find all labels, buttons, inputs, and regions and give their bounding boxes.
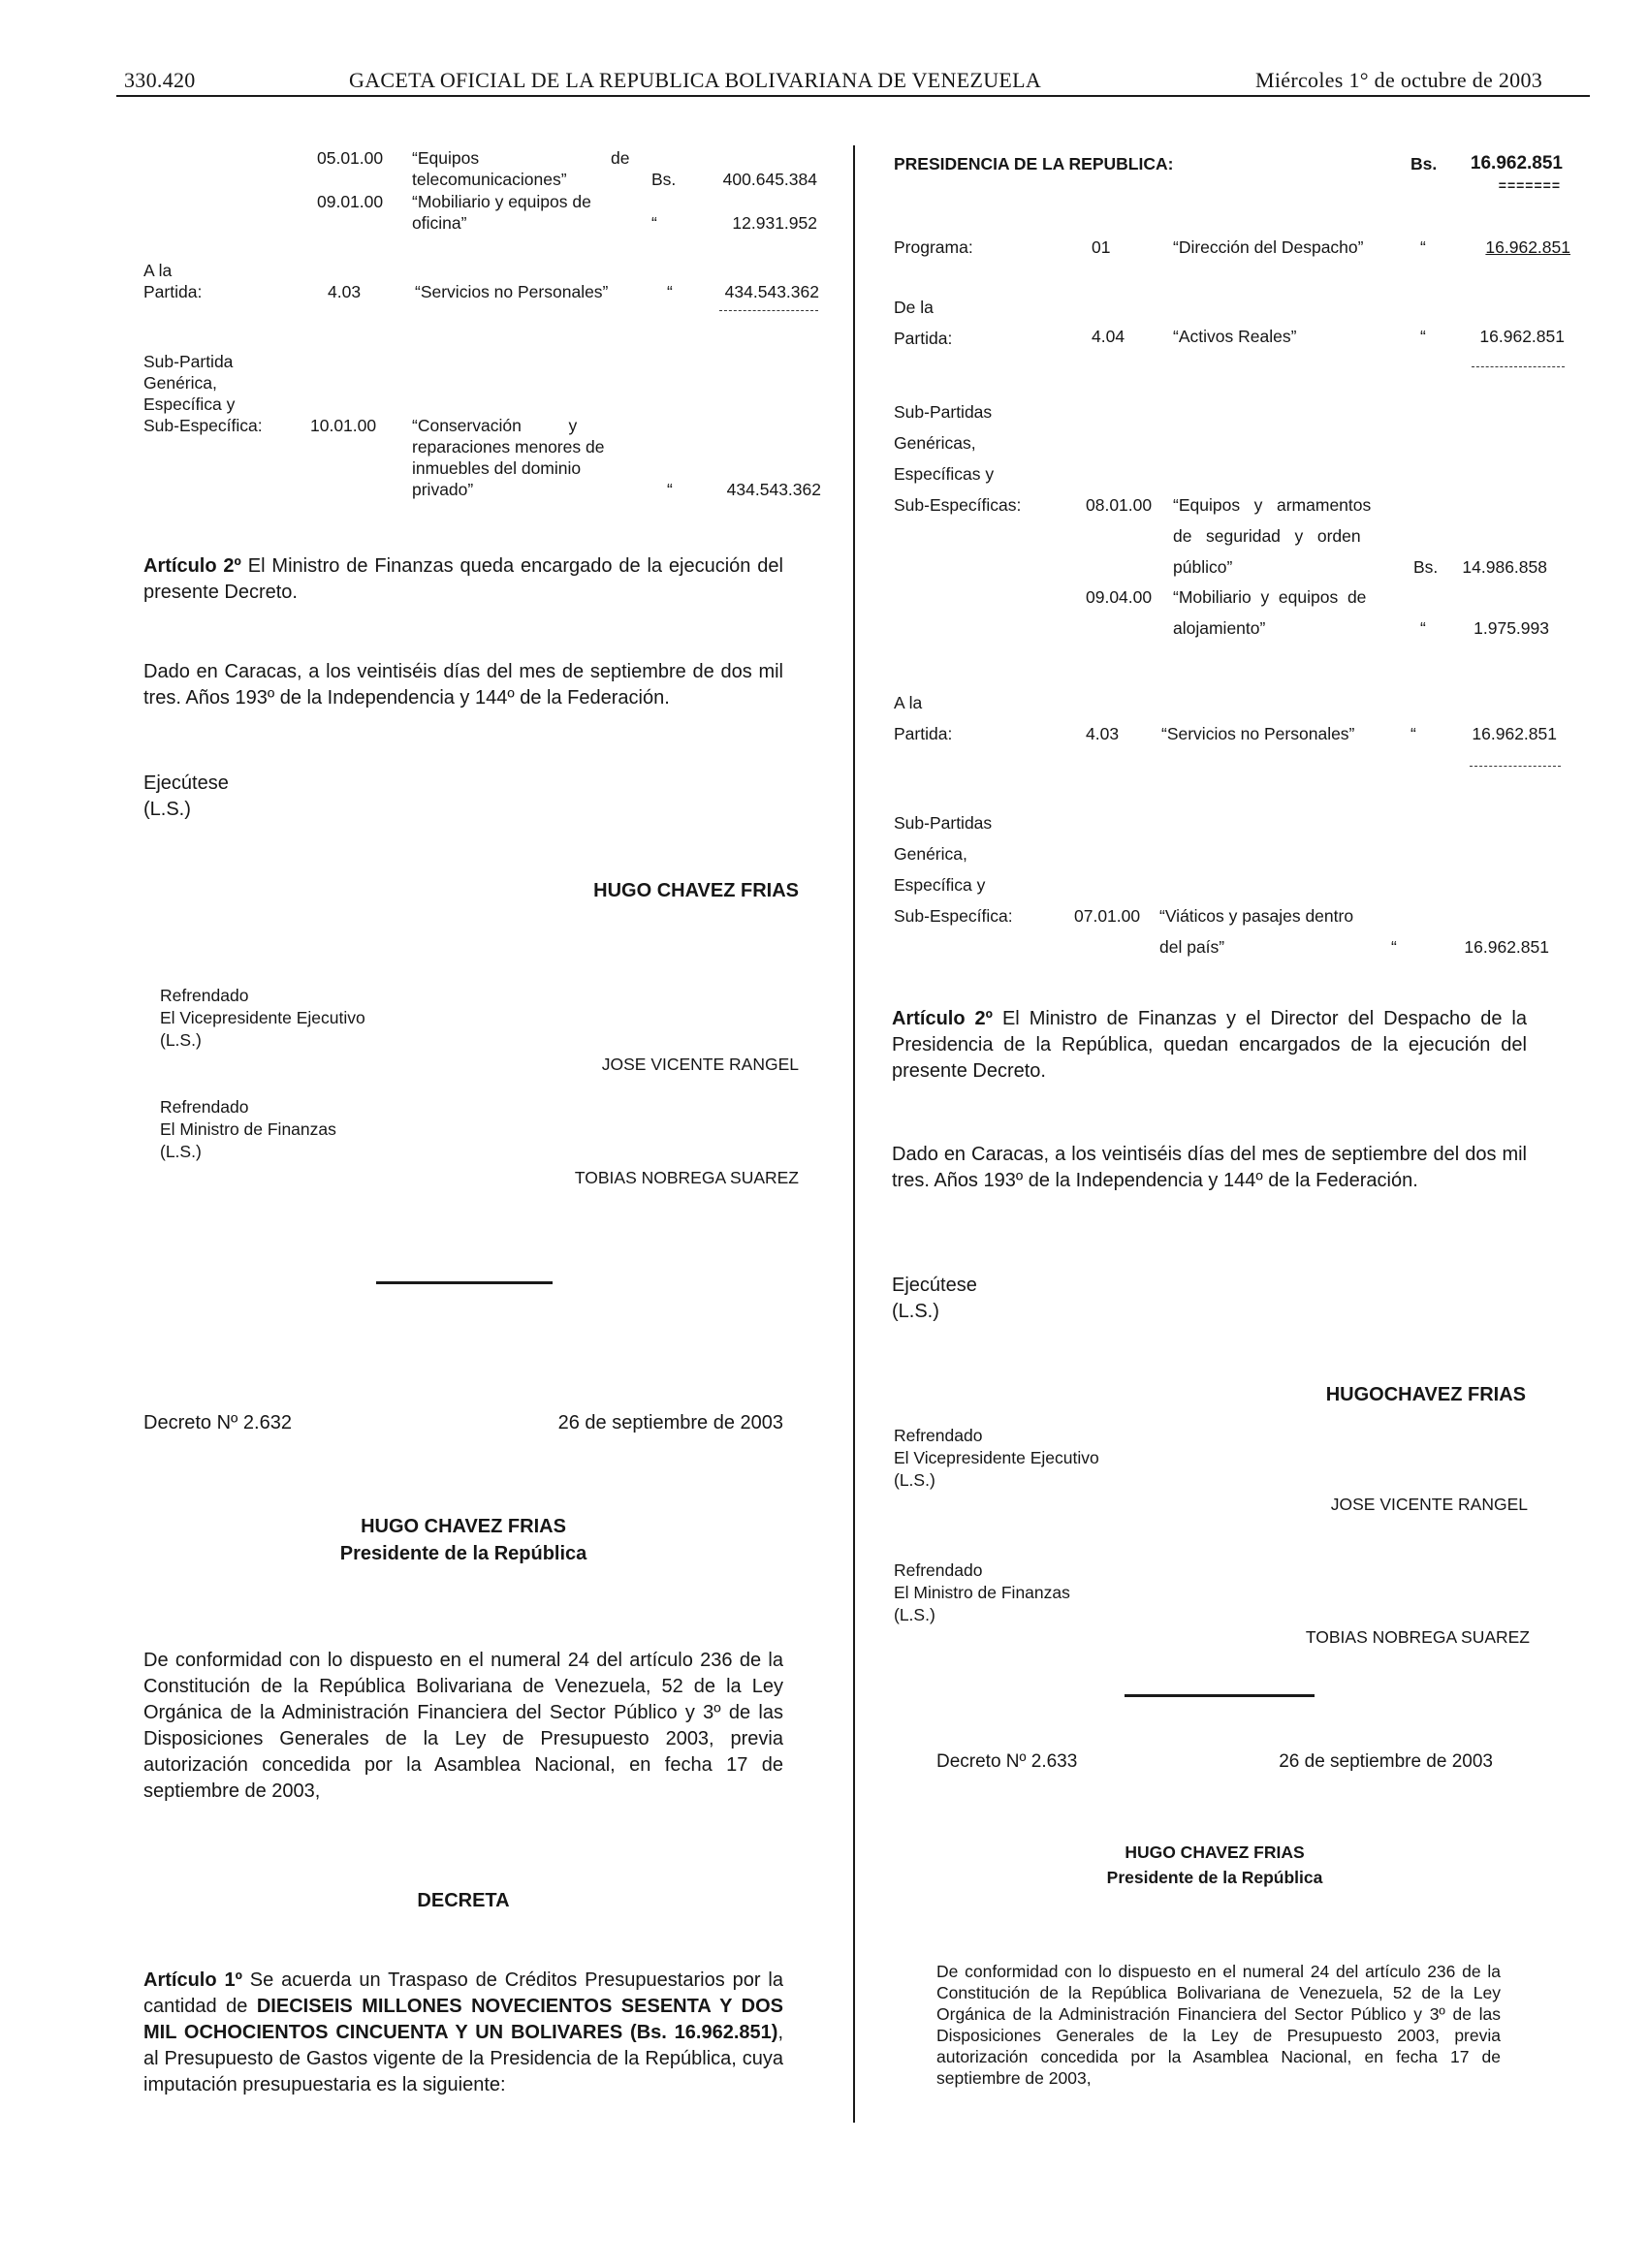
sub-partida-desc: “Equipos y armamentos: [1173, 495, 1372, 515]
item-desc: oficina”: [412, 213, 467, 233]
from-partida-desc: “Activos Reales”: [1173, 327, 1297, 346]
issue-date: Miércoles 1° de octubre de 2003: [1255, 68, 1543, 92]
decree-date: 26 de septiembre de 2003: [1279, 1751, 1493, 1772]
to-partida-currency: “: [1410, 724, 1416, 743]
ejecutese: Ejecútese: [143, 772, 229, 794]
sub-partida-desc: “Conservación y: [412, 416, 578, 435]
programa-desc: “Dirección del Despacho”: [1173, 237, 1364, 257]
item-desc: “Equipos: [412, 148, 480, 168]
article-amount-words: DIECISEIS MILLONES NOVECIENTOS SESENTA Y DOS MIL OCHOCIENTOS CINCUENTA Y UN BOLIVARES (Bs. 16.962.851): [143, 1996, 783, 2043]
article-text: Se acuerda un Traspaso de Créditos Presupuestarios por la cantidad de: [143, 1969, 783, 2017]
president-signature: HUGO CHAVEZ FRIAS: [593, 880, 799, 901]
gazette-title: GACETA OFICIAL DE LA REPUBLICA BOLIVARIANA DE VENEZUELA: [349, 68, 1042, 92]
to-partida-code: 4.03: [1086, 724, 1120, 743]
refrendado-name: JOSE VICENTE RANGEL: [601, 1055, 799, 1074]
to-partida-label: A la: [143, 261, 173, 280]
from-partida-currency: “: [1420, 327, 1426, 346]
article-heading: Artículo 1º: [143, 1969, 242, 1991]
decreta-heading: DECRETA: [417, 1890, 510, 1911]
sub-partida-label: Sub-Específica:: [143, 416, 263, 435]
seal-ls: (L.S.): [143, 799, 191, 820]
refrendado-role: El Vicepresidente Ejecutivo: [160, 1008, 365, 1027]
sub-partida-code: 08.01.00: [1086, 495, 1153, 515]
partida-code: 4.03: [328, 282, 362, 301]
president-signature: HUGOCHAVEZ FRIAS: [1325, 1384, 1526, 1405]
to-partida-label: Partida:: [143, 282, 203, 301]
from-partida-label: De la: [894, 298, 934, 317]
item-currency: “: [651, 213, 657, 233]
sub-partida-currency: Bs.: [1413, 557, 1439, 577]
refrendado-role: El Ministro de Finanzas: [160, 1119, 336, 1139]
separator-line: [376, 1281, 553, 1284]
item-desc: “Mobiliario y equipos de: [412, 192, 591, 211]
seal-ls: (L.S.): [892, 1301, 939, 1322]
sub-partida-amount: 16.962.851: [1464, 937, 1549, 957]
sub-partida-desc: del país”: [1159, 937, 1225, 957]
decree-date: 26 de septiembre de 2003: [557, 1412, 783, 1433]
programa-code: 01: [1092, 237, 1111, 257]
refrendado-label: Refrendado: [894, 1560, 983, 1580]
subtotal-dashes: [1470, 766, 1561, 767]
sub-partidas-label: Sub-Específica:: [894, 906, 1013, 926]
header-rule: [116, 95, 1590, 97]
sub-partida-desc: de seguridad y orden: [1173, 526, 1361, 546]
subtotal-dashes: [1472, 366, 1565, 367]
organization-heading: PRESIDENCIA DE LA REPUBLICA:: [894, 154, 1174, 173]
article-text: , al Presupuesto de Gastos vigente de la Presidencia de la República, cuya imputación presupuestaria es la siguiente:: [143, 2022, 783, 2095]
sub-partida-currency: “: [667, 480, 673, 499]
column-divider: [853, 145, 855, 2123]
decree-heading-name: HUGO CHAVEZ FRIAS: [1125, 1843, 1305, 1862]
item-amount: 12.931.952: [732, 213, 817, 233]
partida-desc: “Servicios no Personales”: [415, 282, 609, 301]
organization-amount: 16.962.851: [1470, 153, 1563, 173]
item-code: 09.01.00: [317, 192, 384, 211]
sub-partida-desc: inmuebles del dominio: [412, 458, 582, 478]
sub-partidas-label: Específica y: [894, 875, 986, 895]
refrendado-name: JOSE VICENTE RANGEL: [1330, 1495, 1528, 1514]
sub-partida-desc: “Viáticos y pasajes dentro: [1159, 906, 1354, 926]
decree-heading-title: Presidente de la República: [339, 1543, 587, 1564]
item-amount: 400.645.384: [722, 170, 817, 189]
sub-partida-label: Genérica,: [143, 373, 217, 393]
sub-partida-currency: “: [1420, 618, 1426, 638]
decree-number: Decreto Nº 2.632: [143, 1412, 292, 1433]
preamble: De conformidad con lo dispuesto en el numeral 24 del artículo 236 de la Constitución de la República Bolivariana de Venezuela, 52 de la Ley Orgánica de la Administración Financiera del Sector Público y 3º de las Disposiciones Generales de la Ley de Presupuesto 2003, previa autorización concedida por la Asamblea Nacional, en fecha 17 de septiembre de 2003,: [936, 1962, 1501, 2088]
sub-partida-desc: público”: [1173, 557, 1233, 577]
sub-partidas-label: Específicas y: [894, 464, 995, 484]
refrendado-seal: (L.S.): [894, 1605, 935, 1624]
programa-amount: 16.962.851: [1485, 237, 1570, 257]
to-partida-label: Partida:: [894, 724, 953, 743]
decree-heading-name: HUGO CHAVEZ FRIAS: [361, 1516, 566, 1537]
from-partida-amount: 16.962.851: [1479, 327, 1565, 346]
programa-currency: “: [1420, 237, 1426, 257]
article-2: [892, 1006, 1527, 1085]
sub-partidas-label: Sub-Partidas: [894, 402, 993, 422]
separator-line: [1125, 1694, 1315, 1697]
sub-partida-desc: privado”: [412, 480, 474, 499]
partida-amount: 434.543.362: [724, 282, 819, 301]
preamble: De conformidad con lo dispuesto en el numeral 24 del artículo 236 de la Constitución de la República Bolivariana de Venezuela, 52 de la Ley Orgánica de la Administración Financiera del Sector Público y 3º de las Disposiciones Generales de la Ley de Presupuesto 2003, previa autorización concedida por la Asamblea Nacional, en fecha 17 de septiembre de 2003,: [143, 1650, 783, 1802]
sub-partida-label: Sub-Partida: [143, 352, 234, 371]
refrendado-seal: (L.S.): [160, 1142, 202, 1161]
from-partida-label: Partida:: [894, 329, 953, 348]
article-1: [143, 1968, 783, 2098]
item-code: 05.01.00: [317, 148, 384, 168]
decree-number: Decreto Nº 2.633: [936, 1751, 1078, 1772]
decree-heading-title: Presidente de la República: [1106, 1868, 1323, 1887]
dado-paragraph: Dado en Caracas, a los veintiséis días del mes de septiembre del dos mil tres. Años 193º de la Independencia y 144º de la Federación.: [892, 1144, 1527, 1191]
to-partida-desc: “Servicios no Personales”: [1161, 724, 1355, 743]
sub-partida-label: Específica y: [143, 394, 236, 414]
refrendado-label: Refrendado: [894, 1426, 983, 1445]
article-heading: Artículo 2º: [892, 1008, 993, 1029]
sub-partida-currency: “: [1391, 937, 1397, 957]
article-text: El Ministro de Finanzas queda encargado de la ejecución del presente Decreto.: [143, 555, 783, 603]
sub-partida-amount: 434.543.362: [726, 480, 821, 499]
total-marks: =======: [1498, 177, 1561, 193]
item-desc: telecomunicaciones”: [412, 170, 567, 189]
sub-partida-code: 07.01.00: [1074, 906, 1141, 926]
to-partida-amount: 16.962.851: [1472, 724, 1557, 743]
sub-partidas-label: Sub-Específicas:: [894, 495, 1022, 515]
ejecutese: Ejecútese: [892, 1275, 977, 1296]
refrendado-seal: (L.S.): [894, 1470, 935, 1490]
subtotal-dashes: [719, 310, 818, 311]
refrendado-name: TOBIAS NOBREGA SUAREZ: [574, 1168, 799, 1187]
sub-partida-amount: 14.986.858: [1462, 557, 1547, 577]
page-number: 330.420: [124, 68, 196, 92]
sub-partida-code: 09.04.00: [1086, 587, 1153, 607]
refrendado-label: Refrendado: [160, 986, 249, 1005]
sub-partida-desc: reparaciones menores de: [412, 437, 605, 457]
refrendado-role: El Vicepresidente Ejecutivo: [894, 1448, 1099, 1467]
organization-currency: Bs.: [1410, 154, 1438, 173]
article-text: El Ministro de Finanzas y el Director del Despacho de la Presidencia de la República, quedan encargados de la ejecución del presente Decreto.: [892, 1008, 1528, 1082]
article-heading: Artículo 2º: [143, 555, 241, 577]
refrendado-label: Refrendado: [160, 1097, 249, 1117]
from-partida-code: 4.04: [1092, 327, 1125, 346]
sub-partida-desc: “Mobiliario y equipos de: [1173, 587, 1367, 607]
partida-currency: “: [667, 282, 673, 301]
sub-partidas-label: Genéricas,: [894, 433, 976, 453]
item-currency: Bs.: [651, 170, 677, 189]
sub-partida-desc: alojamiento”: [1173, 618, 1266, 638]
sub-partidas-label: Sub-Partidas: [894, 813, 993, 833]
refrendado-role: El Ministro de Finanzas: [894, 1583, 1070, 1602]
dado-paragraph: Dado en Caracas, a los veintiséis días del mes de septiembre de dos mil tres. Años 193º de la Independencia y 144º de la Federación.: [143, 661, 783, 709]
refrendado-name: TOBIAS NOBREGA SUAREZ: [1305, 1627, 1530, 1647]
item-desc: de: [611, 148, 630, 168]
refrendado-seal: (L.S.): [160, 1030, 202, 1050]
to-partida-label: A la: [894, 693, 923, 712]
sub-partida-code: 10.01.00: [310, 416, 377, 435]
article-2: [143, 553, 783, 606]
programa-label: Programa:: [894, 237, 973, 257]
sub-partida-amount: 1.975.993: [1474, 618, 1549, 638]
sub-partidas-label: Genérica,: [894, 844, 967, 864]
